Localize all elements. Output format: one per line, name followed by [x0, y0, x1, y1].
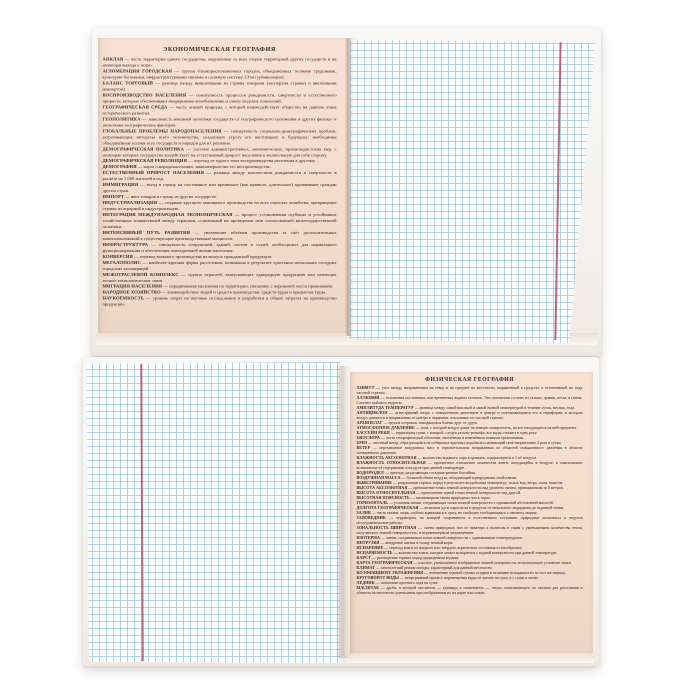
glossary-definition: — ввоз товаров в страну из других государств.	[124, 194, 217, 200]
glossary-entries	[357, 386, 583, 596]
glossary-entry	[357, 386, 583, 396]
glossary-definition: — большой объём воздуха, обладающий однородными свойствами.	[400, 475, 517, 481]
glossary-definition: — отложения постоянных или временных водных потоков. Эти отложения состоят из гальки, гравия, песка и глины. Слагают поймы и террасы.	[356, 395, 583, 406]
glossary-term: ВЫВЕТРИВАНИЕ	[356, 480, 393, 486]
glossary-entry	[357, 446, 583, 456]
glossary-term: ЗАПОВЕДНИК	[356, 515, 386, 521]
glossary-term: ИНТЕГРАЦИЯ МЕЖДУНАРОДНАЯ ЭКОНОМИЧЕСКАЯ	[102, 212, 233, 218]
glossary-definition: — взаимодействие людей и средств производства: средств труда и предметов труда.	[160, 289, 327, 295]
glossary-definition: — количество влаги, которое может испариться с водной поверхности при данной температуре.	[392, 550, 558, 556]
glossary-term: ИЗОТЕРМА	[356, 535, 381, 541]
glossary-term: ИНТЕНСИВНЫЙ ПУТЬ РАЗВИТИЯ	[102, 229, 191, 235]
glossary-term: БИОСФЕРА	[356, 435, 381, 441]
spine-shadow	[336, 366, 352, 658]
glossary-entry	[103, 69, 337, 81]
economic-geography-page	[98, 38, 348, 333]
glossary-definition: — группа островов, находящихся близко друг от друга.	[382, 420, 479, 426]
glossary-term: БАЛАНС ТОРГОВЫЙ	[102, 80, 154, 86]
glossary-term: АМПЛИТУДА ТЕМПЕРАТУР	[356, 405, 414, 411]
glossary-term: КАРСТ	[356, 555, 371, 561]
glossary-term: АНКЛАВ	[102, 56, 124, 62]
glossary-entry	[103, 116, 337, 128]
notebook-bottom-page-edges	[347, 653, 595, 663]
glossary-definition: — уровень затрат на научные исследования и разработки в общих затратах на производство продукции.	[102, 295, 337, 307]
glossary-term: ГЛОБАЛЬНЫЕ ПРОБЛЕМЫ НАРОДОНАСЕЛЕНИЯ	[102, 128, 222, 134]
glossary-term: БРИЗ	[356, 440, 368, 446]
glossary-term: ИНФРАСТРУКТУРА	[102, 241, 149, 247]
page-title: ФИЗИЧЕСКАЯ ГЕОГРАФИЯ	[425, 376, 514, 383]
glossary-term: ЗАЛИВ	[356, 510, 371, 516]
glossary-term: АЛЛЮВИЙ	[356, 395, 380, 401]
glossary-term: ИМПОРТ	[102, 194, 125, 200]
glossary-term: ВЛАЖНОСТЬ АБСОЛЮТНАЯ	[356, 455, 417, 461]
glossary-entry	[357, 396, 583, 406]
glossary-definition: — непрерывный процесс перемещения воды из океана на сушу и с суши в океан.	[398, 575, 539, 581]
glossary-definition: — совокупность процессов рождаемости, смертности и естественного прироста, которые обеспечивают непрерывное возобновление и смену людских поколений.	[102, 92, 337, 104]
glossary-entry	[103, 81, 337, 93]
glossary-term: ДОЛГОТА ГЕОГРАФИЧЕСКАЯ	[356, 505, 419, 511]
glossary-definition: — совокупность сооружений, зданий, систем и служб, необходимых для нормального функционирования и обеспечения повседневной жизни населения.	[102, 241, 337, 253]
glossary-term: АРХИПЕЛАГ	[356, 420, 383, 426]
glossary-definition: — местный ветер, образующийся на побережье крупных водоёмов и меняющий своё направление 2 раза в сутки.	[367, 440, 562, 446]
glossary-definition: — разница между самой высокой и самой низкой температурой в течение суток, месяца, года.	[413, 405, 576, 411]
glossary-term: МЕЖОТРАСЛЕВОЙ КОМПЛЕКС	[102, 271, 179, 277]
economic-geography-content	[98, 38, 341, 308]
physical-geography-page	[350, 372, 593, 653]
glossary-definition: — территория суши, с которой, следуя уклону рельефа, все воды стекают в одну реку.	[389, 430, 538, 436]
glossary-term: ГЕОГРАФИЧЕСКАЯ СРЕДА	[102, 104, 168, 110]
glossary-entry	[103, 230, 337, 242]
glossary-entry	[103, 296, 337, 308]
glossary-entry	[357, 526, 583, 536]
glossary-term: ВЛАЖНОСТЬ ОТНОСИТЕЛЬНАЯ	[356, 460, 426, 466]
glossary-term: ИСПАРЯЕМОСТЬ	[356, 550, 393, 556]
glossary-term: АТМОСФЕРНОЕ ДАВЛЕНИЕ	[356, 425, 415, 431]
glossary-term: АГЛОМЕРАЦИЯ ГОРОДСКАЯ	[102, 68, 173, 74]
glossary-definition: — перевод военного производства на выпуск гражданской продукции.	[132, 253, 273, 259]
glossary-term: КЛИМАТ	[356, 565, 376, 571]
glossary-definition: — превышение точки земной поверхности над уровнем океана, принимаемым за 0 метров.	[407, 485, 564, 491]
notebook-bottom-squared-page	[85, 362, 340, 663]
glossary-entry	[357, 461, 583, 471]
glossary-term: БАССЕЙН РЕКИ	[356, 430, 390, 436]
glossary-entry	[103, 104, 337, 116]
glossary-entry	[357, 411, 583, 421]
glossary-definition: — территория, на которой сохраняются в естественном состоянии природные комплексы и ведутся исследовательские работы.	[356, 515, 583, 526]
margin-line	[554, 40, 561, 340]
glossary-term: КРУГОВОРОТ ВОДЫ	[356, 575, 399, 581]
glossary-definition: — въезд в страну на постоянное или временное (как правило, длительное) проживание граждан других стран.	[102, 182, 337, 194]
glossary-term: ИНДУСТРИАЛИЗАЦИЯ	[102, 200, 158, 206]
glossary-entry	[103, 242, 337, 254]
glossary-term: ЛЕДНИК	[356, 580, 375, 586]
glossary-entry	[103, 260, 337, 272]
glossary-definition: — передвижение населения по территории, связанное с переменой места проживания.	[162, 283, 334, 289]
glossary-entry	[103, 146, 337, 158]
glossary-definition: — переход влаги из жидкого или твёрдого агрегатного состояния в газообразное.	[383, 545, 523, 551]
glossary-definition: — количество водяного пара в граммах, содержащееся в 1 м³ воздуха.	[416, 455, 537, 461]
glossary-term: ИММИГРАЦИЯ	[102, 182, 139, 188]
glossary-term: КОЭФФИЦИЕНТ УВЛАЖНЕНИЯ	[356, 570, 424, 576]
glossary-definition: — отношение годовой суммы осадков к величине испаряемости за этот же период.	[423, 570, 566, 576]
glossary-term: ДЕМОГРАФИЧЕСКАЯ ПОЛИТИКА	[102, 146, 185, 152]
glossary-entries	[103, 57, 337, 308]
glossary-definition: — часть земной природы, с которой взаимодействует общество на данном этапе исторического развития.	[102, 104, 337, 116]
glossary-definition: — величина дуги параллели в градусах от начального меридиана до заданной точки.	[418, 505, 565, 511]
glossary-term: ЕСТЕСТВЕННЫЙ ПРИРОСТ НАСЕЛЕНИЯ	[102, 170, 204, 176]
glossary-term: ИСПАРЕНИЕ	[356, 545, 384, 551]
glossary-definition: — система административных, экономических, пропагандистских мер, с помощью которых государство воздействует на естественный прирост населения в желательную для себя сторону.	[102, 146, 337, 158]
glossary-term: МАСШТАБ	[356, 585, 379, 591]
glossary-definition: — внедрение магмы в толщу земной коры.	[379, 540, 454, 546]
glossary-term: НАРОДНОЕ ХОЗЯЙСТВО	[102, 289, 161, 295]
glossary-term: КОНВЕРСИЯ	[102, 253, 133, 259]
glossary-term: ГЕОПОЛИТИКА	[102, 116, 141, 122]
glossary-definition: — процентное отношение количества влаги, находящейся в воздухе, к максимально возможному её содержанию в воздухе при данной температуре.	[356, 460, 583, 471]
spine-shadow	[345, 38, 355, 336]
glossary-term: МЕГАЛОПОЛИС	[102, 259, 141, 265]
notebook-top-squared-page	[350, 36, 597, 343]
glossary-definition: — увеличение объёмов производства за счёт дополнительных капиталовложений в существующие производственные мощности.	[102, 229, 337, 241]
glossary-term: ВОЗДУШНАЯ МАССА	[356, 475, 401, 481]
glossary-entry	[103, 182, 337, 194]
glossary-definition: — сила, с которой воздух давит на земную поверхность, на все находящиеся на ней предметы.	[414, 425, 578, 431]
glossary-definition: — разница между вывезенными из страны товарами (экспортом страны) и ввезёнными (импортом).	[102, 80, 337, 92]
glossary-definition: — зависимость внешней политики государств от географического положения и других физико- и экономико-географических факторов.	[102, 116, 337, 128]
glossary-term: ГОРИЗОНТАЛЬ	[356, 500, 389, 506]
glossary-definition: — граница, разделяющая соседние речные бассейны.	[383, 470, 477, 476]
glossary-definition: — растворение горных пород природными водами.	[370, 555, 460, 561]
page-title: ЭКОНОМИЧЕСКАЯ ГЕОГРАФИЯ	[163, 45, 276, 53]
glossary-term: АЗИМУТ	[356, 385, 375, 391]
glossary-definition: — условная линия, соединяющая точки земной поверхности с одинаковой абсолютной высотой.	[388, 500, 554, 506]
glossary-definition: — закономерная смена природных зон в горах.	[409, 495, 491, 501]
glossary-entry	[103, 57, 337, 69]
glossary-definition: — перемещение воздушных масс в горизонтальном направлении из областей повышенного давления в области пониженного давления.	[356, 445, 583, 456]
glossary-term: ВЕТЕР	[356, 445, 371, 451]
margin-line	[140, 364, 143, 661]
glossary-entry	[357, 586, 583, 596]
glossary-entry	[357, 516, 583, 526]
glossary-term: ЗОНАЛЬНОСТЬ ШИРОТНАЯ	[356, 525, 417, 531]
glossary-definition: — угол между направлением на север и на предмет на местности, выраженный в градусах и отсчитанный по ходу часовой стрелки.	[356, 385, 583, 396]
glossary-entry	[103, 200, 337, 212]
glossary-definition: — часть океана, моря, глубоко вдающаяся в сушу, но свободно сообщающаяся с океаном, морем.	[370, 510, 538, 516]
glossary-entry	[103, 170, 337, 182]
glossary-definition: — дробь, в которой числитель — единица, а знаменатель — число, показывающее, во сколько раз расстояния и объекты на местности уменьшены при изображении их на карте или плане.	[356, 585, 583, 596]
glossary-definition: — линия, соединяющая точки земной поверхности с одинаковыми температурами.	[380, 535, 523, 541]
glossary-term: ДЕМОГРАФИЯ	[102, 164, 137, 170]
glossary-definition: — плоское, уменьшенное изображение земной поверхности, использующее условные знаки.	[412, 560, 572, 566]
glossary-term: ИНТРУЗИЯ	[356, 540, 380, 546]
glossary-definition: — скопление пресного льда на суше.	[374, 580, 439, 586]
glossary-definition: — группа близкорасположенных городов, объединённых тесными трудовыми, культурно-бытовыми, инфраструктурными связями в сложную систему. (Этап урбанизации).	[102, 68, 337, 80]
glossary-term: ВЫСОТНАЯ ПОЯСНОСТЬ	[356, 495, 410, 501]
glossary-definition: — наука о народонаселении, закономерностях его воспроизводства.	[136, 164, 271, 170]
glossary-definition: — совокупность социально-демографических проблем, затрагивающих интересы всего человечества, создающих угрозу его настоящему и будущему; необходимы объединённые усилия всех государств и народов для их решения.	[102, 128, 337, 146]
glossary-definition: — часть географической оболочки, заселённая и изменённая живыми организмами.	[380, 435, 525, 441]
glossary-definition: — многолетний режим погоды, характерный для данной местности.	[375, 565, 493, 571]
glossary-entry	[103, 272, 337, 284]
glossary-definition: — разрушение горных пород в результате воздействия температур, талых вод, ветра, силы тяжести.	[392, 480, 564, 486]
glossary-term: ВОДОРАЗДЕЛ	[356, 470, 384, 476]
glossary-term: ВОСПРОИЗВОДСТВО НАСЕЛЕНИЯ	[102, 92, 187, 98]
glossary-definition: — наиболее крупная форма расселения, возникшая в результате срастания нескольких соседних городских агломераций.	[102, 259, 337, 271]
glossary-definition: — создание крупного машинного производства во всех отраслях хозяйства, превращение страны из аграрной в индустриальную.	[102, 200, 337, 212]
glossary-definition: — переход от одного типа воспроизводства населения к другому.	[187, 158, 316, 164]
glossary-definition: — группа отраслей, выпускающих однородную продукцию или имеющих тесные технологические связи.	[102, 271, 337, 283]
glossary-term: НАУКОЁМКОСТЬ	[102, 295, 145, 301]
glossary-term: КАРТА ГЕОГРАФИЧЕСКАЯ	[356, 560, 413, 566]
glossary-term: АНТИЦИКЛОН	[356, 410, 388, 416]
glossary-entry	[103, 92, 337, 104]
glossary-definition: — атмосферный вихрь с повышенным давлением в центре и уменьшающимся его к периферии, в котором воздух движется в направлении от центра к окраинам, отклоняясь по часовой стрелке.	[356, 410, 583, 421]
glossary-term: ВЫСОТА ОТНОСИТЕЛЬНАЯ	[356, 490, 416, 496]
glossary-definition: — разница между количеством рождаемости и смертности в расчёте на 1 000 жителей в год.	[102, 170, 337, 182]
glossary-definition: — превышение одной точки земной поверхности над другой.	[415, 490, 522, 496]
glossary-definition: — часть территории одного государства, окружённая со всех сторон территорией других государств и не имеющая выхода к морю.	[102, 56, 337, 68]
glossary-term: ВЫСОТА АБСОЛЮТНАЯ	[356, 485, 408, 491]
glossary-term: МИГРАЦИЯ НАСЕЛЕНИЯ	[102, 283, 163, 289]
glossary-definition: — смена природных зон от экватора к полюсам в связи с уменьшением количества тепла, получаемого земной поверхностью, и неравномерным увлажнением.	[356, 525, 583, 536]
glossary-entry	[103, 212, 337, 230]
physical-geography-content	[350, 372, 586, 596]
glossary-term: ДЕМОГРАФИЧЕСКАЯ РЕВОЛЮЦИЯ	[102, 158, 188, 164]
glossary-entry	[103, 128, 337, 146]
glossary-definition: — процесс установления глубоких и устойчивых хозяйственных взаимосвязей между странами, основанный на проведении ими согласованной межгосударственной политики.	[102, 212, 337, 229]
